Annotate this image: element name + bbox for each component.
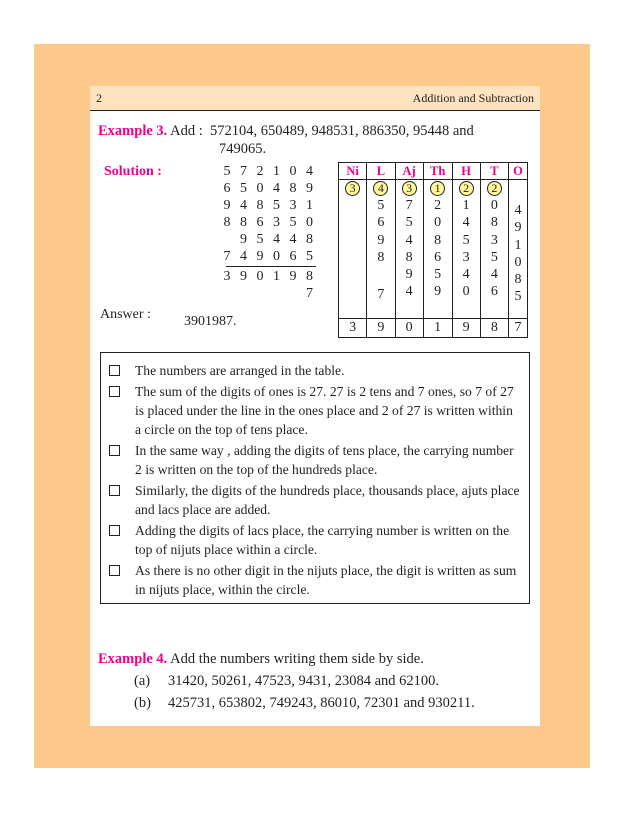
- example-3-label: Example 3.: [98, 123, 168, 139]
- digit: 6: [377, 215, 385, 231]
- checkbox-square-icon: [109, 485, 120, 496]
- note-text: Adding the digits of lacs place, the carrying number is written on the top of nijuts place within a circle.: [135, 523, 510, 557]
- place-column-th: [423, 180, 452, 319]
- place-header: H: [452, 163, 480, 180]
- place-header: Aj: [395, 163, 423, 180]
- checkbox-square-icon: [109, 565, 120, 576]
- place-column-l: [367, 180, 395, 319]
- digit: 6: [434, 249, 442, 265]
- carry-circle: 2: [487, 181, 502, 196]
- place-value-table: [338, 162, 528, 338]
- digit: 1: [514, 237, 522, 253]
- sum-rule: [226, 266, 316, 267]
- digit: 5: [405, 215, 413, 231]
- place-column-h: [452, 180, 480, 319]
- place-column-o: [509, 180, 528, 319]
- document-page: [90, 86, 540, 726]
- digit: 8: [514, 272, 522, 288]
- digit: 0: [462, 284, 470, 300]
- total-digit: 1: [423, 319, 452, 338]
- part-label: (b): [134, 695, 151, 711]
- note-text: The numbers are arranged in the table.: [135, 363, 345, 378]
- sum-row: 3 9 0 1 9 8 7: [223, 269, 316, 301]
- addition-stack: [216, 163, 316, 302]
- answer-label: Answer :: [100, 307, 151, 322]
- carry-circle: 2: [459, 181, 474, 196]
- digit: 5: [490, 249, 498, 265]
- addend-row: 6 5 0 4 8 9: [223, 181, 316, 196]
- checkbox-square-icon: [109, 525, 120, 536]
- note-item: [109, 441, 521, 479]
- example-4-part-b: [98, 692, 538, 714]
- place-header-row: [339, 163, 528, 180]
- carry-circle: 3: [402, 181, 417, 196]
- place-header: T: [480, 163, 508, 180]
- note-text: In the same way , adding the digits of tens place, the carrying number 2 is written on the top of the hundreds place.: [135, 443, 514, 477]
- note-item: [109, 481, 521, 519]
- digit: 5: [462, 232, 470, 248]
- example-4: [98, 648, 538, 714]
- digit: 8: [434, 232, 442, 248]
- checkbox-square-icon: [109, 386, 120, 397]
- note-item: [109, 561, 521, 599]
- digit: 9: [405, 267, 413, 283]
- total-digit: 9: [452, 319, 480, 338]
- addend-row: 9 5 4 4 8: [240, 232, 316, 247]
- carry-circle: 3: [345, 181, 360, 196]
- checkbox-square-icon: [109, 365, 120, 376]
- digit: 2: [434, 198, 442, 214]
- digit: 9: [377, 232, 385, 248]
- answer-value: 3901987.: [184, 314, 237, 329]
- note-item: [109, 382, 521, 439]
- example-4-label: Example 4.: [98, 651, 168, 667]
- notes-box: [100, 352, 530, 604]
- digit: 4: [514, 203, 522, 219]
- chapter-title: Addition and Subtraction: [412, 91, 534, 105]
- digit: 5: [434, 267, 442, 283]
- addend-row: 5 7 2 1 0 4: [223, 164, 316, 179]
- digit: 0: [490, 198, 498, 214]
- digit: 7: [377, 287, 385, 303]
- example-3: [98, 122, 538, 158]
- note-text: As there is no other digit in the nijuts place, the digit is written as sum in nijuts place, within the circle.: [135, 563, 517, 597]
- digit: 8: [405, 249, 413, 265]
- digit: 1: [462, 198, 470, 214]
- place-column-ni: [339, 180, 367, 319]
- part-label: (a): [134, 673, 151, 689]
- place-header: O: [509, 163, 528, 180]
- carry-circle: 1: [430, 181, 445, 196]
- carry-circle: 4: [373, 181, 388, 196]
- digit: 4: [462, 215, 470, 231]
- digit: 3: [490, 232, 498, 248]
- note-item: [109, 361, 521, 380]
- digit: 0: [434, 215, 442, 231]
- total-digit: 8: [480, 319, 508, 338]
- digit: 9: [434, 284, 442, 300]
- digit: 4: [405, 284, 413, 300]
- addend-row: 8 8 6 3 5 0: [223, 215, 316, 230]
- part-text: 31420, 50261, 47523, 9431, 23084 and 62100.: [168, 673, 440, 689]
- place-total-row: [339, 319, 528, 338]
- place-header: Th: [423, 163, 452, 180]
- place-digits-row: [339, 180, 528, 319]
- running-header: [90, 86, 540, 111]
- digit: 8: [490, 215, 498, 231]
- digit: 7: [405, 198, 413, 214]
- note-text: The sum of the digits of ones is 27. 27 is 2 tens and 7 ones, so 7 of 27 is placed under the line in the ones place and 2 of 27 is written within a circle on the top of tens place.: [135, 384, 514, 437]
- digit: 9: [514, 220, 522, 236]
- digit: 0: [514, 254, 522, 270]
- digit: 4: [462, 267, 470, 283]
- digit: 3: [462, 249, 470, 265]
- digit: 4: [490, 267, 498, 283]
- total-digit: 9: [367, 319, 395, 338]
- example-3-numbers-line1: 572104, 650489, 948531, 886350, 95448 and: [209, 123, 474, 139]
- checkbox-square-icon: [109, 445, 120, 456]
- addend-row: 9 4 8 5 3 1: [223, 198, 316, 213]
- example-3-prompt: Add :: [170, 123, 203, 139]
- note-item: [109, 521, 521, 559]
- place-header: Ni: [339, 163, 367, 180]
- example-4-part-a: [98, 670, 538, 692]
- solution-label: Solution :: [104, 164, 162, 179]
- note-text: Similarly, the digits of the hundreds place, thousands place, ajuts place and lacs place are added.: [135, 483, 520, 517]
- total-digit: 0: [395, 319, 423, 338]
- digit: 6: [490, 284, 498, 300]
- part-text: 425731, 653802, 749243, 86010, 72301 and 930211.: [168, 695, 475, 711]
- page-number: 2: [96, 91, 102, 105]
- digit: 4: [405, 232, 413, 248]
- example-3-numbers-line2: 749065.: [219, 141, 267, 157]
- total-digit: 7: [509, 319, 528, 338]
- digit: 5: [514, 289, 522, 305]
- total-digit: 3: [339, 319, 367, 338]
- place-header: L: [367, 163, 395, 180]
- place-column-t: [480, 180, 508, 319]
- digit: 5: [377, 198, 385, 214]
- addend-row: 7 4 9 0 6 5: [223, 249, 316, 264]
- digit: 8: [377, 249, 385, 265]
- place-column-aj: [395, 180, 423, 319]
- example-4-text: Add the numbers writing them side by side.: [170, 651, 424, 667]
